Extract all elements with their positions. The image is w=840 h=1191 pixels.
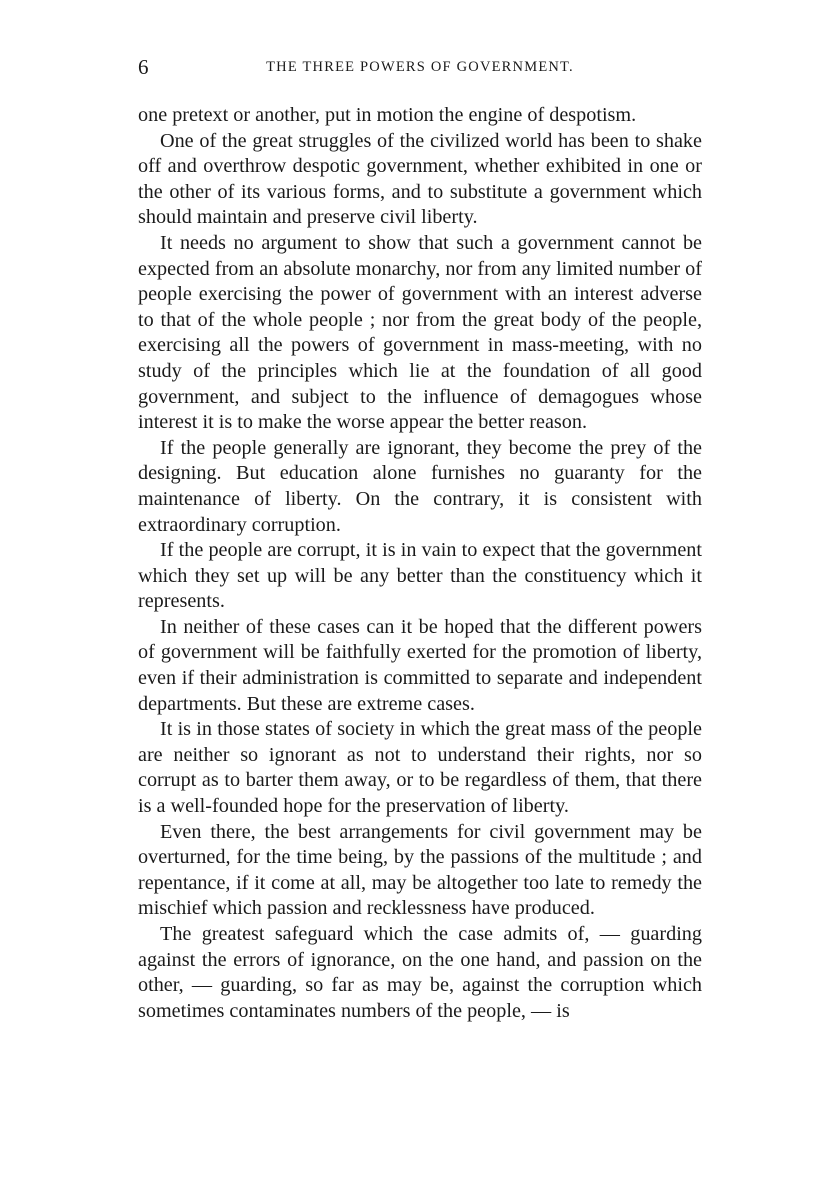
- paragraph-safeguard: The greatest safeguard which the case admits of, — guarding against the errors of ignorance, on the one hand, and passion on the other, — guarding, so far as may be, against the corruption which sometimes contaminates numbers of the people, — is: [138, 923, 702, 1022]
- page-number: 6: [138, 55, 149, 79]
- paragraph-states-of-society: It is in those states of society in which the great mass of the people are neither so ignorant as not to understand their rights, nor so corrupt as to barter them away, or to be regardless of them, that there is a well-founded hope for the preservation of liberty.: [138, 718, 702, 818]
- paragraph-no-argument: It needs no argument to show that such a government cannot be expected from an absolute monarchy, nor from any limited number of people exercising the power of government with an interest adverse to that of the whole people ; nor from the great body of the people, exercising all the powers of government in mass-meeting, with no study of the principles which lie at the foundation of all good government, and subject to the influence of demagogues whose interest it is to make the worse appear the better reason.: [138, 231, 702, 434]
- running-title: THE THREE POWERS OF GOVERNMENT.: [266, 59, 574, 75]
- body-text: [138, 103, 702, 1024]
- paragraph-struggles: One of the great struggles of the civilized world has been to shake off and overthrow despotic government, whether exhibited in one or the other of its various forms, and to substitute a government which should maintain and preserve civil liberty.: [138, 129, 702, 229]
- paragraph-neither-case: In neither of these cases can it be hoped that the different powers of government will be faithfully exerted for the promotion of liberty, even if their administration is committed to separate and independent departments. But these are extreme cases.: [138, 615, 702, 715]
- running-head: [138, 55, 702, 85]
- paragraph-even-there: Even there, the best arrangements for civil government may be overturned, for the time being, by the passions of the multitude ; and repentance, if it come at all, may be altogether too late to remedy the mischief which passion and recklessness have produced.: [138, 820, 702, 920]
- paragraph-ignorant: If the people generally are ignorant, they become the prey of the designing. But education alone furnishes no guaranty for the maintenance of liberty. On the contrary, it is consistent with extraordinary corruption.: [138, 436, 702, 536]
- paragraph-continuation: one pretext or another, put in motion the engine of despotism.: [138, 104, 637, 126]
- paragraph-corrupt: If the people are corrupt, it is in vain to expect that the government which they set up will be any better than the constituency which it represents.: [138, 539, 702, 613]
- book-page: [138, 55, 702, 1024]
